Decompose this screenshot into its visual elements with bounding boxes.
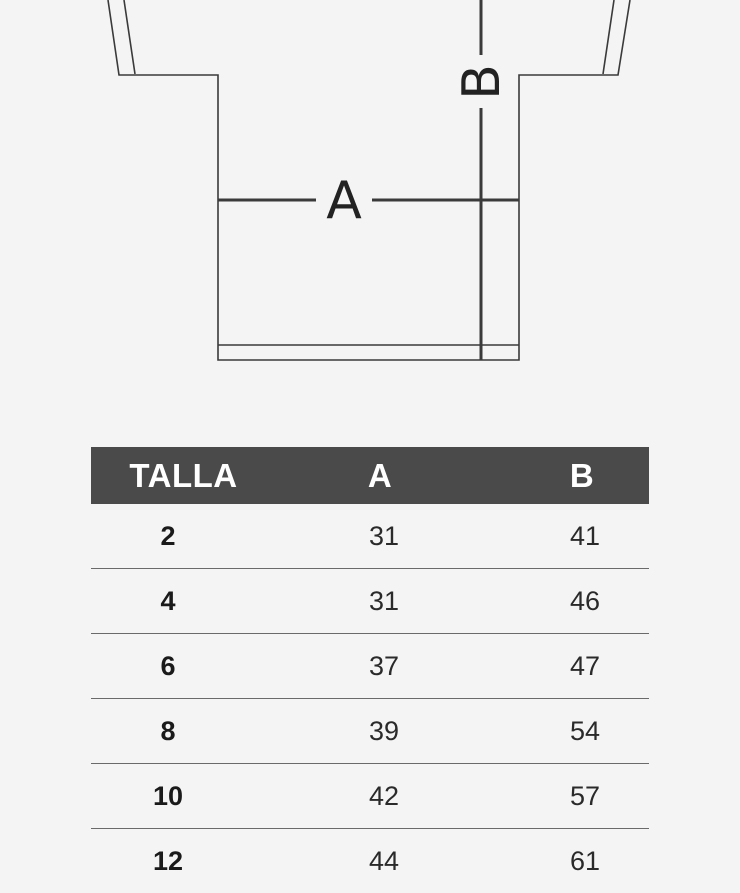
size-table-header (91, 447, 649, 504)
cell-b: 46 (569, 585, 601, 616)
cell-talla: 8 (160, 715, 176, 746)
table-row (91, 504, 649, 569)
cell-talla: 2 (160, 520, 176, 551)
size-table-body (91, 504, 649, 893)
shirt-outline (108, 0, 630, 360)
right-sleeve-hem (603, 0, 614, 74)
table-row (91, 764, 649, 829)
measure-label-a: A (326, 171, 362, 231)
cell-talla: 10 (152, 780, 184, 811)
cell-b: 41 (569, 520, 601, 551)
cell-talla: 4 (160, 585, 176, 616)
table-row (91, 569, 649, 634)
cell-talla: 6 (160, 650, 176, 681)
cell-b: 61 (569, 845, 601, 876)
cell-a: 42 (368, 780, 400, 811)
size-table (91, 447, 649, 893)
cell-a: 31 (368, 585, 400, 616)
left-sleeve-hem (124, 0, 135, 74)
cell-b: 54 (569, 715, 601, 746)
measure-label-b: B (452, 64, 512, 100)
cell-b: 57 (569, 780, 601, 811)
table-row (91, 699, 649, 764)
cell-a: 39 (368, 715, 400, 746)
table-row (91, 634, 649, 699)
cell-a: 44 (368, 845, 400, 876)
table-row (91, 829, 649, 893)
header-talla: TALLA (129, 456, 238, 494)
cell-b: 47 (569, 650, 601, 681)
shirt-measurement-diagram (0, 0, 740, 400)
cell-a: 31 (368, 520, 400, 551)
header-b: B (569, 456, 595, 494)
cell-talla: 12 (152, 845, 184, 876)
header-a: A (367, 456, 393, 494)
cell-a: 37 (368, 650, 400, 681)
